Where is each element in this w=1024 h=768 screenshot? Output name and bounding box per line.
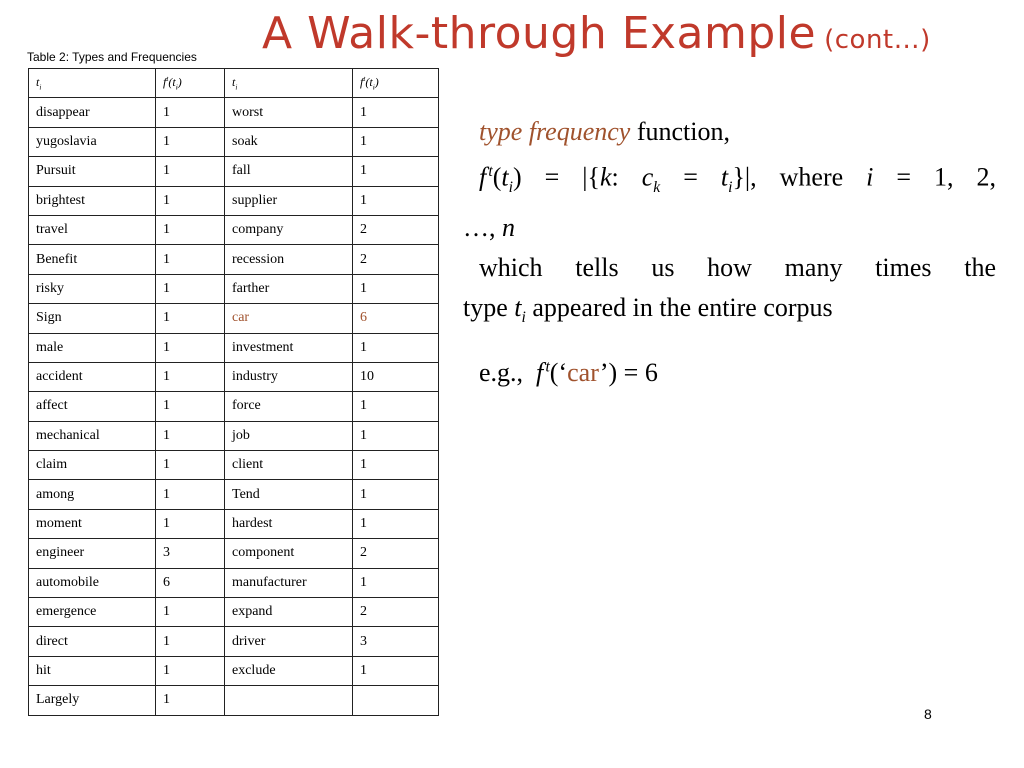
formula-where: where bbox=[779, 162, 844, 192]
table-row bbox=[29, 362, 439, 391]
frequency-table-body bbox=[29, 69, 439, 716]
frequency-cell: 1 bbox=[353, 421, 439, 450]
type-cell: travel bbox=[29, 215, 156, 244]
frequency-cell: 1 bbox=[156, 186, 225, 215]
frequency-cell: 3 bbox=[156, 539, 225, 568]
frequency-cell: 1 bbox=[156, 421, 225, 450]
frequency-cell: 1 bbox=[156, 127, 225, 156]
header-type-2: $t_i$ bbox=[225, 69, 353, 98]
example-value: = 6 bbox=[623, 358, 658, 387]
header-type-1: $t_i$ bbox=[29, 69, 156, 98]
frequency-cell: 1 bbox=[353, 509, 439, 538]
type-cell: automobile bbox=[29, 568, 156, 597]
type-cell: soak bbox=[225, 127, 353, 156]
type-cell: investment bbox=[225, 333, 353, 362]
type-cell: claim bbox=[29, 451, 156, 480]
type-cell: Sign bbox=[29, 304, 156, 333]
example-line: e.g., f $^t$(‘car’) = 6 bbox=[479, 358, 658, 387]
table-row bbox=[29, 98, 439, 127]
type-cell: exclude bbox=[225, 656, 353, 685]
header-freq-1: $f^t(t_i)$ bbox=[156, 69, 225, 98]
table-row bbox=[29, 539, 439, 568]
table-row bbox=[29, 627, 439, 656]
formula-line-end: …, n bbox=[463, 212, 515, 242]
term-type-frequency: type frequency bbox=[479, 117, 631, 146]
frequency-cell: 1 bbox=[353, 333, 439, 362]
table-row bbox=[29, 480, 439, 509]
type-cell: force bbox=[225, 392, 353, 421]
table-row bbox=[29, 127, 439, 156]
example-word: car bbox=[567, 358, 600, 387]
type-cell: male bbox=[29, 333, 156, 362]
frequency-cell: 1 bbox=[156, 215, 225, 244]
type-cell: hardest bbox=[225, 509, 353, 538]
frequency-cell: 1 bbox=[353, 392, 439, 421]
type-cell: driver bbox=[225, 627, 353, 656]
type-cell: mechanical bbox=[29, 421, 156, 450]
slide-title-cont: (cont…) bbox=[824, 25, 931, 55]
type-cell: company bbox=[225, 215, 353, 244]
table-row bbox=[29, 274, 439, 303]
frequency-cell: 1 bbox=[156, 656, 225, 685]
sentence-line-2: type $t_i$ appeared in the entire corpus bbox=[463, 292, 833, 327]
type-cell: moment bbox=[29, 509, 156, 538]
type-cell: hit bbox=[29, 656, 156, 685]
table-row bbox=[29, 186, 439, 215]
type-cell: risky bbox=[29, 274, 156, 303]
type-cell: Tend bbox=[225, 480, 353, 509]
frequency-cell: 1 bbox=[156, 362, 225, 391]
frequency-cell: 10 bbox=[353, 362, 439, 391]
table-row bbox=[29, 509, 439, 538]
type-cell: component bbox=[225, 539, 353, 568]
sentence-line-1: which tells us how many times the bbox=[479, 252, 996, 282]
frequency-cell: 1 bbox=[156, 598, 225, 627]
frequency-cell: 1 bbox=[156, 274, 225, 303]
type-cell: affect bbox=[29, 392, 156, 421]
frequency-cell: 1 bbox=[353, 451, 439, 480]
type-cell: brightest bbox=[29, 186, 156, 215]
frequency-cell: 2 bbox=[353, 245, 439, 274]
type-cell bbox=[225, 686, 353, 715]
type-cell: job bbox=[225, 421, 353, 450]
frequency-cell: 1 bbox=[353, 186, 439, 215]
table-row bbox=[29, 598, 439, 627]
type-cell: car bbox=[225, 304, 353, 333]
frequency-cell: 1 bbox=[156, 157, 225, 186]
table-row bbox=[29, 421, 439, 450]
type-cell: engineer bbox=[29, 539, 156, 568]
frequency-cell: 1 bbox=[353, 127, 439, 156]
type-cell: industry bbox=[225, 362, 353, 391]
type-cell: direct bbox=[29, 627, 156, 656]
formula-range: = 1, 2, bbox=[896, 162, 997, 192]
frequency-cell bbox=[353, 686, 439, 715]
table-row bbox=[29, 333, 439, 362]
frequency-cell: 1 bbox=[156, 509, 225, 538]
table-row bbox=[29, 245, 439, 274]
slide-title-main: A Walk-through Example bbox=[262, 8, 817, 59]
header-freq-2: $f^t(t_i)$ bbox=[353, 69, 439, 98]
type-cell: Pursuit bbox=[29, 157, 156, 186]
slide-title bbox=[262, 8, 931, 59]
table-header-row bbox=[29, 69, 439, 98]
table-row bbox=[29, 157, 439, 186]
type-cell: farther bbox=[225, 274, 353, 303]
frequency-cell: 1 bbox=[156, 98, 225, 127]
frequency-cell: 2 bbox=[353, 215, 439, 244]
table-caption: Table 2: Types and Frequencies bbox=[27, 50, 197, 64]
frequency-cell: 6 bbox=[156, 568, 225, 597]
frequency-cell: 1 bbox=[353, 98, 439, 127]
explanation-text bbox=[463, 112, 996, 338]
page-number: 8 bbox=[924, 706, 932, 722]
frequency-cell: 3 bbox=[353, 627, 439, 656]
frequency-cell: 1 bbox=[156, 304, 225, 333]
frequency-cell: 1 bbox=[353, 274, 439, 303]
frequency-cell: 6 bbox=[353, 304, 439, 333]
frequency-cell: 1 bbox=[156, 392, 225, 421]
frequency-cell: 1 bbox=[156, 245, 225, 274]
type-cell: recession bbox=[225, 245, 353, 274]
type-cell: Largely bbox=[29, 686, 156, 715]
definition-line bbox=[463, 112, 996, 152]
type-cell: among bbox=[29, 480, 156, 509]
table-row bbox=[29, 686, 439, 715]
type-cell: disappear bbox=[29, 98, 156, 127]
frequency-cell: 1 bbox=[156, 333, 225, 362]
table-row bbox=[29, 451, 439, 480]
type-cell: fall bbox=[225, 157, 353, 186]
type-cell: supplier bbox=[225, 186, 353, 215]
frequency-cell: 1 bbox=[156, 686, 225, 715]
type-cell: Benefit bbox=[29, 245, 156, 274]
table-row bbox=[29, 304, 439, 333]
type-cell: client bbox=[225, 451, 353, 480]
type-cell: expand bbox=[225, 598, 353, 627]
type-cell: yugoslavia bbox=[29, 127, 156, 156]
frequency-cell: 1 bbox=[156, 451, 225, 480]
frequency-cell: 2 bbox=[353, 539, 439, 568]
table-row bbox=[29, 568, 439, 597]
type-cell: manufacturer bbox=[225, 568, 353, 597]
table-row bbox=[29, 215, 439, 244]
function-word: function, bbox=[636, 117, 730, 146]
frequency-cell: 1 bbox=[353, 568, 439, 597]
frequency-cell: 1 bbox=[156, 627, 225, 656]
table-row bbox=[29, 656, 439, 685]
table-row bbox=[29, 392, 439, 421]
type-cell: accident bbox=[29, 362, 156, 391]
frequency-cell: 1 bbox=[353, 157, 439, 186]
type-cell: emergence bbox=[29, 598, 156, 627]
type-cell: worst bbox=[225, 98, 353, 127]
frequency-table bbox=[28, 68, 439, 716]
formula-line: f $^t(t_i) = |\{k$: $c_k = t_i\}|$, where i = 1, 2, bbox=[479, 162, 997, 196]
frequency-cell: 1 bbox=[353, 480, 439, 509]
frequency-cell: 1 bbox=[156, 480, 225, 509]
frequency-cell: 2 bbox=[353, 598, 439, 627]
frequency-cell: 1 bbox=[353, 656, 439, 685]
